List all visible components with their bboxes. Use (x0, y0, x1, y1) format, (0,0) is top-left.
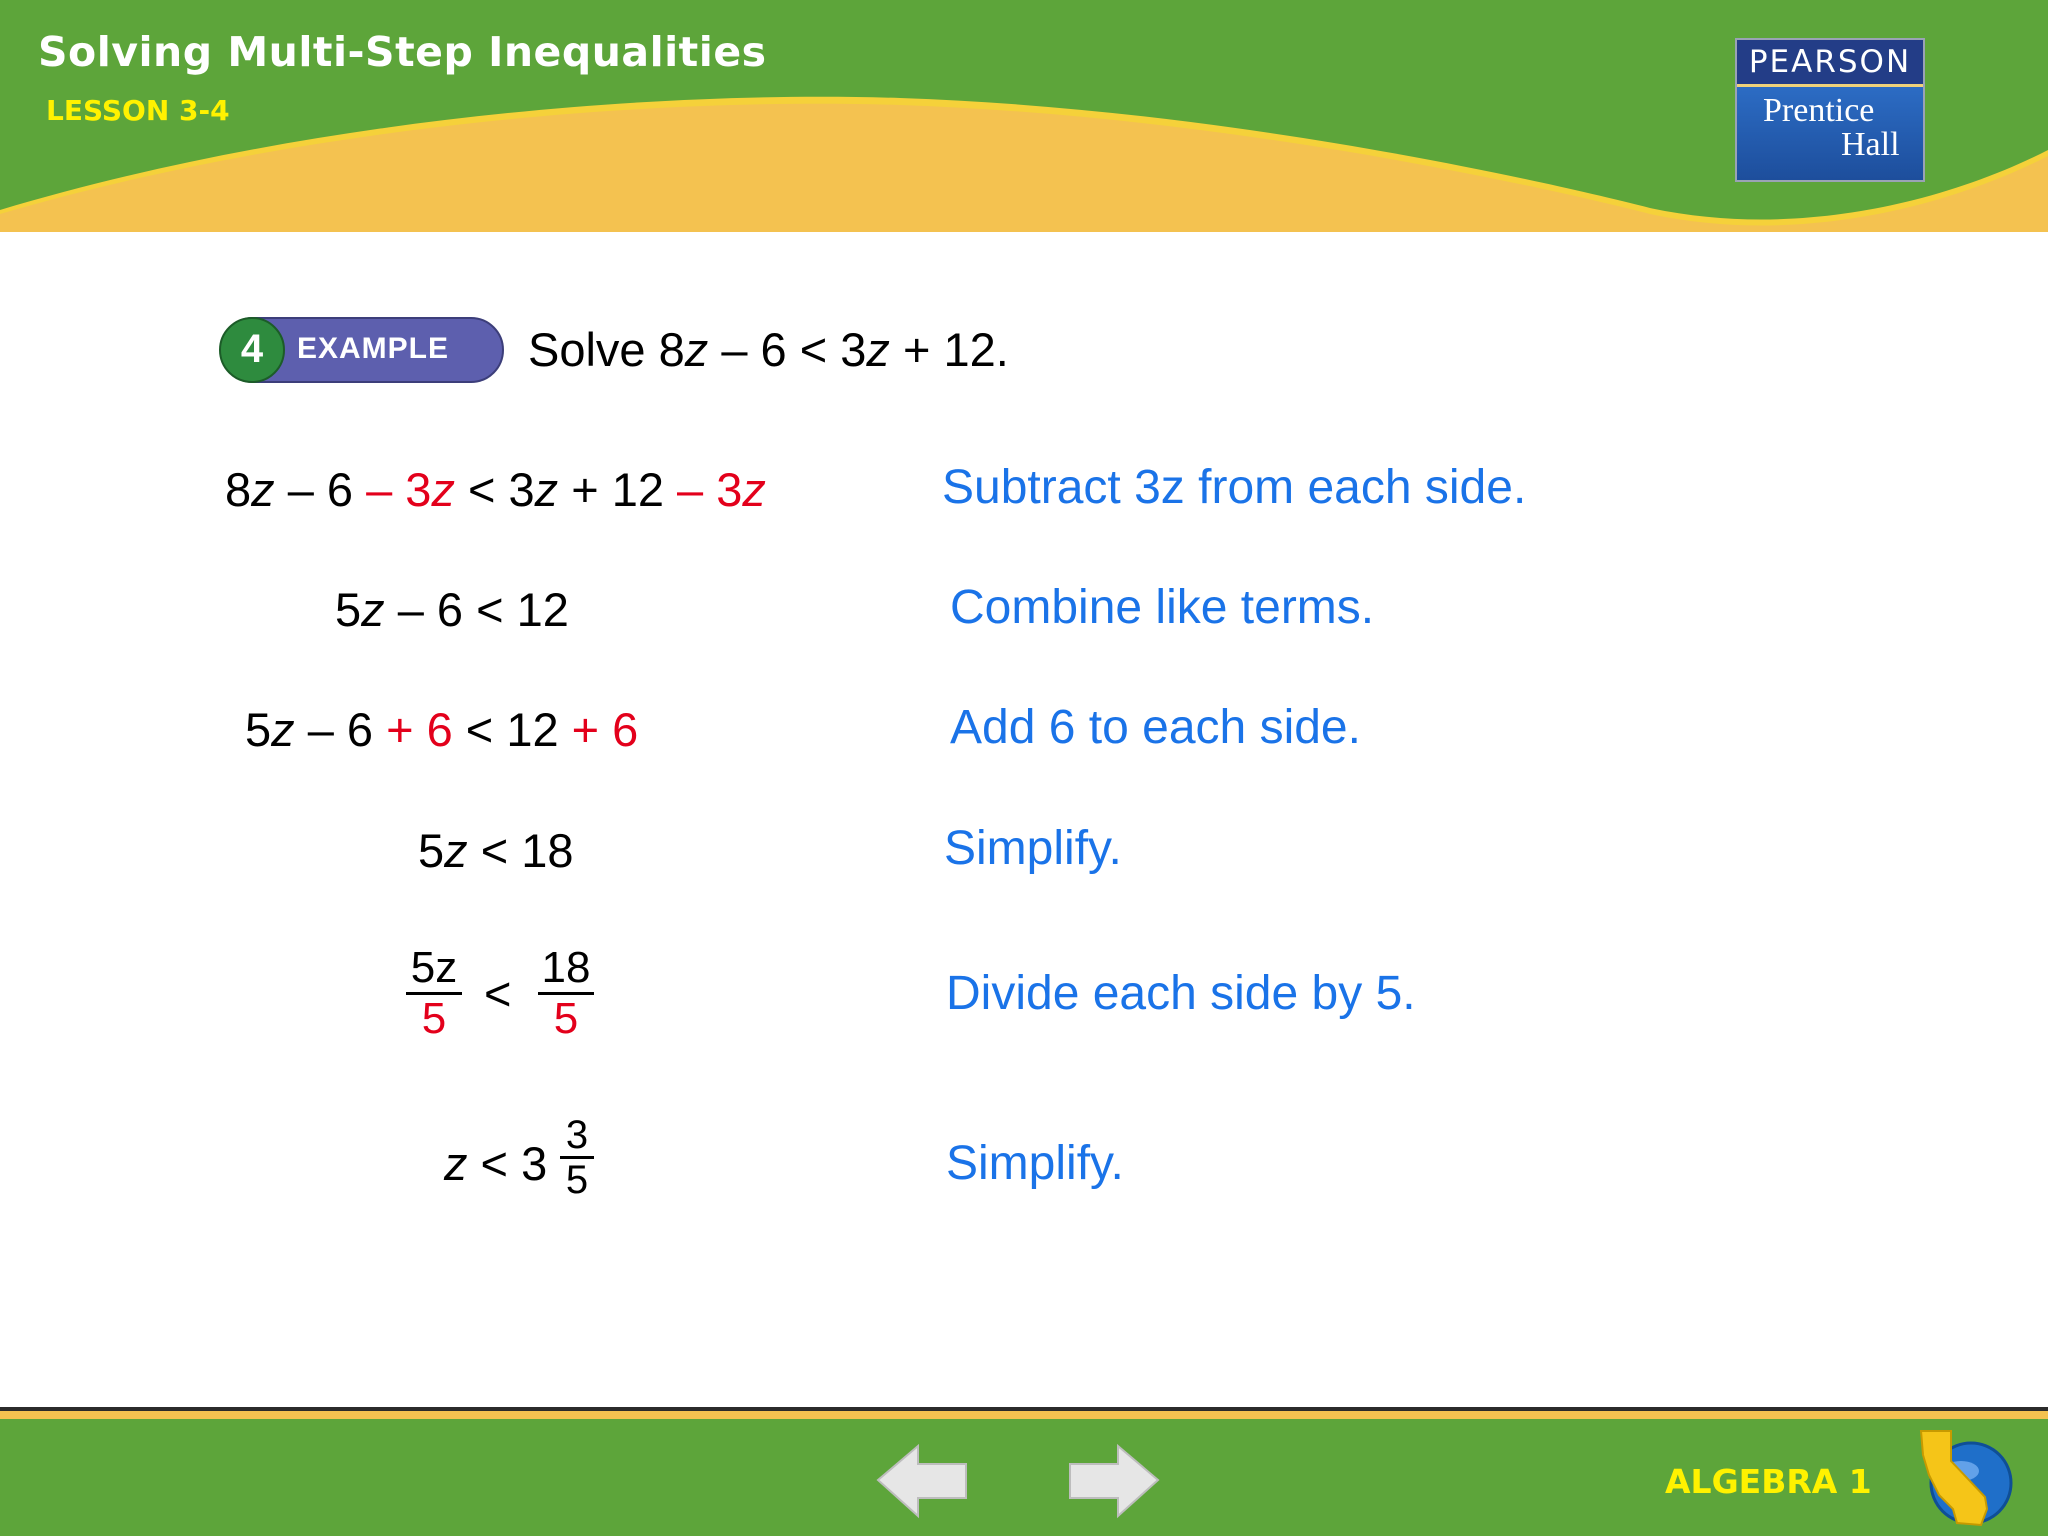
fraction-numerator: 3 (565, 1113, 589, 1157)
example-badge (219, 316, 505, 384)
publisher-logo (1735, 38, 1925, 182)
example-label: EXAMPLE (297, 332, 450, 365)
step-3-note: Add 6 to each side. (950, 701, 1361, 754)
step-4-note: Simplify. (944, 822, 1122, 875)
step-5-fraction-left (406, 944, 462, 1043)
fraction-numerator: 18 (541, 943, 591, 992)
problem-statement: Solve 8z – 6 < 3z + 12. (528, 323, 1009, 376)
step-6-note: Simplify. (946, 1137, 1124, 1190)
step-5-fraction-right (538, 944, 594, 1043)
california-globe-icon (1905, 1425, 2015, 1530)
step-2-note: Combine like terms. (950, 581, 1375, 634)
header-banner (0, 0, 2048, 232)
footer-accent-stripe (0, 1411, 2048, 1419)
logo-line2: Hall (1841, 126, 1900, 163)
logo-line1: Prentice (1763, 92, 1875, 129)
previous-button[interactable] (872, 1440, 972, 1520)
step-1-note: Subtract 3z from each side. (942, 461, 1527, 514)
step-6-fraction (560, 1114, 594, 1201)
step-5-note: Divide each side by 5. (946, 967, 1416, 1020)
step-2-equation: 5z – 6 < 12 (335, 583, 569, 636)
step-6-equation: z < 3 (444, 1137, 548, 1190)
fraction-denominator: 5 (406, 992, 462, 1043)
step-1-equation: 8z – 6 – 3z < 3z + 12 – 3z (225, 463, 766, 516)
example-number: 4 (240, 327, 264, 371)
fraction-denominator: 5 (538, 992, 594, 1043)
step-4-equation: 5z < 18 (418, 824, 574, 877)
next-button[interactable] (1064, 1440, 1164, 1520)
right-arrow-icon (1064, 1440, 1164, 1520)
step-5-operator: < (484, 967, 512, 1020)
lesson-number: LESSON 3-4 (46, 94, 230, 127)
logo-top-text: PEARSON (1737, 40, 1923, 87)
fraction-numerator: 5z (410, 943, 458, 992)
step-3-equation: 5z – 6 + 6 < 12 + 6 (245, 703, 639, 756)
course-name: ALGEBRA 1 (1665, 1462, 1872, 1501)
left-arrow-icon (872, 1440, 972, 1520)
lesson-title: Solving Multi-Step Inequalities (38, 28, 767, 76)
fraction-denominator: 5 (560, 1156, 594, 1201)
